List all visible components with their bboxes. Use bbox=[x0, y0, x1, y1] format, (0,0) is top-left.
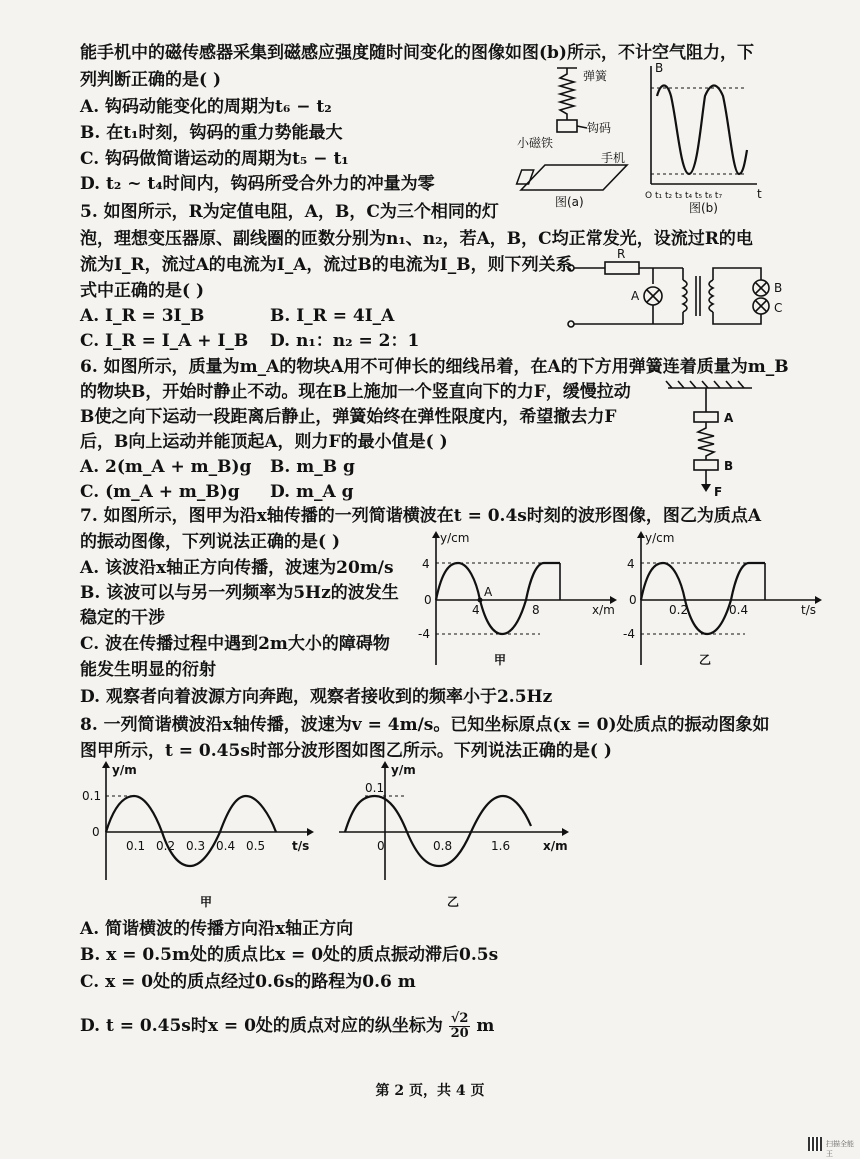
primary-coil-icon bbox=[683, 280, 687, 312]
q7-jia-caption: 甲 bbox=[494, 653, 507, 667]
q8-jia-tick-t4: 0.4 bbox=[216, 839, 236, 853]
force-label: F bbox=[714, 485, 723, 499]
q7-option-c-line1: C. 波在传播过程中遇到2m大小的障碍物 bbox=[80, 634, 390, 654]
q8-figure-yi bbox=[335, 760, 575, 920]
q4-stem-line1: 能手机中的磁传感器采集到磁感应强度随时间变化的图像如图(b)所示，不计空气阻力，下 bbox=[80, 43, 754, 63]
q6-stem-line1: 6. 如图所示，质量为m_A的物块A用不可伸长的细线吊着，在A的下方用弹簧连着质量为m_B bbox=[80, 357, 789, 377]
q7-jia-tick-x8: 8 bbox=[532, 603, 540, 617]
q7-stem-line1: 7. 如图所示，图甲为沿x轴传播的一列简谐横波在t = 0.4s时刻的波形图像，图乙为质点A bbox=[80, 506, 762, 526]
q8-jia-tick-p01: 0.1 bbox=[82, 789, 102, 803]
q7-yi-ylabel: y/cm bbox=[645, 531, 675, 545]
q4-option-d: D. t₂ ~ t₄时间内，钩码所受合外力的冲量为零 bbox=[80, 174, 435, 194]
hook-label: 钩码 bbox=[587, 121, 612, 135]
q7-yi-tick-p4: 4 bbox=[627, 557, 635, 571]
q6-option-a: A. 2(m_A + m_B)g bbox=[80, 457, 252, 477]
q7-figure-jia bbox=[410, 530, 620, 680]
q8-option-d bbox=[80, 1012, 494, 1041]
q7-jia-ylabel: y/cm bbox=[440, 531, 470, 545]
q8-yi-origin: 0 bbox=[377, 839, 385, 853]
q8-yi-ylabel: y/m bbox=[391, 763, 416, 777]
q7-jia-tick-x4: 4 bbox=[472, 603, 480, 617]
unit: m bbox=[476, 1016, 495, 1036]
q4-option-a: A. 钩码动能变化的周期为t₆ − t₂ bbox=[80, 97, 332, 117]
q5-stem-line2: 泡，理想变压器原、副线圈的匝数分别为n₁、n₂，若A，B，C均正常发光，设流过R的电 bbox=[80, 229, 753, 249]
block-b-icon bbox=[694, 460, 718, 470]
q8-jia-tick-t1: 0.1 bbox=[126, 839, 146, 853]
table-plane bbox=[521, 165, 627, 190]
lamp-b-label: B bbox=[774, 281, 783, 295]
q7-jia-wave bbox=[436, 563, 560, 634]
q8-figure-jia bbox=[80, 760, 320, 920]
q7-yi-caption: 乙 bbox=[699, 653, 712, 667]
q4-stem-line2: 列判断正确的是( ) bbox=[80, 70, 222, 90]
lamp-c-label: C bbox=[774, 301, 783, 315]
q4-figure-a bbox=[515, 62, 645, 212]
q8-jia-wave bbox=[106, 796, 276, 866]
q7-yi-wave bbox=[641, 563, 765, 634]
q8-jia-xlabel: t/s bbox=[292, 839, 310, 853]
q5-option-c: C. I_R = I_A + I_B bbox=[80, 331, 249, 351]
q8-jia-tick-t2: 0.2 bbox=[156, 839, 176, 853]
q8-option-d-text: D. t = 0.45s时x = 0处的质点对应的纵坐标为 bbox=[80, 1016, 443, 1036]
fraction bbox=[449, 1012, 471, 1041]
q7-yi-tick-04: 0.4 bbox=[729, 603, 749, 617]
spring-icon bbox=[698, 422, 714, 460]
q6-stem-line3: B使之向下运动一段距离后静止，弹簧始终在弹性限度内，希望撤去力F bbox=[80, 407, 617, 427]
q4-option-b: B. 在t₁时刻，钩码的重力势能最大 bbox=[80, 123, 343, 143]
q7-yi-xlabel: t/s bbox=[801, 603, 816, 617]
q5-stem-line4: 式中正确的是( ) bbox=[80, 281, 205, 301]
q5-circuit-figure bbox=[565, 247, 805, 345]
watermark: 扫描全能王 bbox=[826, 1140, 854, 1158]
q8-yi-caption: 乙 bbox=[447, 895, 460, 909]
q7-yi-tick-m4: -4 bbox=[623, 627, 635, 641]
magnet-label: 小磁铁 bbox=[517, 136, 554, 150]
q7-option-a: A. 该波沿x轴正方向传播，波速为20m/s bbox=[80, 558, 394, 578]
scanner-logo-icon bbox=[808, 1137, 822, 1151]
q8-stem-line1: 8. 一列简谐横波沿x轴传播，波速为v = 4m/s。已知坐标原点(x = 0)处质点的振动图象如 bbox=[80, 715, 770, 735]
figure-a-caption: 图(a) bbox=[555, 195, 584, 209]
hook-weight-icon bbox=[557, 120, 577, 132]
q5-option-d: D. n₁：n₂ = 2：1 bbox=[270, 331, 420, 351]
q8-yi-wave bbox=[345, 796, 531, 866]
resistor-icon bbox=[605, 262, 639, 274]
resistor-label: R bbox=[617, 247, 626, 261]
fraction-denominator: 20 bbox=[450, 1026, 469, 1041]
phone-label: 手机 bbox=[601, 151, 626, 165]
q7-option-b-line1: B. 该波可以与另一列频率为5Hz的波发生 bbox=[80, 583, 399, 603]
q6-block-figure bbox=[660, 378, 760, 503]
t-ticks: O t₁ t₂ t₃ t₄ t₅ t₆ t₇ bbox=[645, 191, 723, 201]
q4-figure-b bbox=[645, 61, 765, 215]
b-curve bbox=[657, 86, 747, 175]
q7-option-b-line2: 稳定的干涉 bbox=[80, 608, 165, 628]
fraction-numerator: √2 bbox=[450, 1011, 469, 1026]
q7-jia-point-a: A bbox=[484, 585, 493, 599]
q8-yi-tick-16: 1.6 bbox=[491, 839, 511, 853]
figure-b-caption: 图(b) bbox=[689, 201, 718, 215]
q6-option-d: D. m_A g bbox=[270, 482, 354, 502]
q7-jia-tick-p4: 4 bbox=[422, 557, 430, 571]
q7-jia-origin: 0 bbox=[424, 593, 432, 607]
q8-option-a: A. 简谐横波的传播方向沿x轴正方向 bbox=[80, 919, 354, 939]
q8-jia-ylabel: y/m bbox=[112, 763, 137, 777]
spring-icon bbox=[560, 68, 574, 120]
q8-jia-origin: 0 bbox=[92, 825, 100, 839]
arrow-down-icon bbox=[701, 484, 711, 492]
q7-option-c-line2: 能发生明显的衍射 bbox=[80, 660, 216, 680]
block-a-icon bbox=[694, 412, 718, 422]
q6-option-b: B. m_B g bbox=[270, 457, 355, 477]
q8-yi-tick-08: 0.8 bbox=[433, 839, 453, 853]
b-axis-label: B bbox=[655, 61, 664, 75]
lamp-a-label: A bbox=[631, 289, 640, 303]
t-axis-label: t bbox=[757, 187, 762, 201]
q6-option-c: C. (m_A + m_B)g bbox=[80, 482, 240, 502]
q8-jia-tick-t5: 0.5 bbox=[246, 839, 266, 853]
q6-stem-line4: 后，B向上运动并能顶起A，则力F的最小值是( ) bbox=[80, 432, 448, 452]
q7-option-d: D. 观察者向着波源方向奔跑，观察者接收到的频率小于2.5Hz bbox=[80, 687, 553, 707]
q5-stem-line3: 流为I_R，流过A的电流为I_A，流过B的电流为I_B，则下列关系 bbox=[80, 255, 573, 275]
q8-stem-line2: 图甲所示，t = 0.45s时部分波形图如图乙所示。下列说法正确的是( ) bbox=[80, 741, 612, 761]
q8-yi-tick-p01: 0.1 bbox=[365, 781, 385, 795]
q8-option-c: C. x = 0处的质点经过0.6s的路程为0.6 m bbox=[80, 972, 416, 992]
q7-yi-origin: 0 bbox=[629, 593, 637, 607]
q7-jia-tick-m4: -4 bbox=[418, 627, 430, 641]
block-b-label: B bbox=[724, 459, 734, 473]
q8-jia-tick-t3: 0.3 bbox=[186, 839, 206, 853]
block-a-label: A bbox=[724, 411, 734, 425]
q7-stem-line2: 的振动图像，下列说法正确的是( ) bbox=[80, 532, 341, 552]
q7-yi-tick-02: 0.2 bbox=[669, 603, 689, 617]
q5-option-a: A. I_R = 3I_B bbox=[80, 306, 205, 326]
q8-jia-caption: 甲 bbox=[200, 895, 213, 909]
spring-label: 弹簧 bbox=[583, 69, 608, 83]
q7-jia-xlabel: x/m bbox=[592, 603, 615, 617]
secondary-coil-icon bbox=[709, 280, 713, 312]
q7-figure-yi bbox=[615, 530, 825, 680]
phone-icon bbox=[517, 170, 534, 184]
q4-option-c: C. 钩码做简谐运动的周期为t₅ − t₁ bbox=[80, 149, 349, 169]
q8-option-b: B. x = 0.5m处的质点比x = 0处的质点振动滞后0.5s bbox=[80, 945, 499, 965]
q5-option-b: B. I_R = 4I_A bbox=[270, 306, 395, 326]
q8-yi-xlabel: x/m bbox=[543, 839, 568, 853]
q5-stem-line1: 5. 如图所示，R为定值电阻，A，B，C为三个相同的灯 bbox=[80, 202, 499, 222]
q6-stem-line2: 的物块B，开始时静止不动。现在B上施加一个竖直向下的力F，缓慢拉动 bbox=[80, 382, 631, 402]
page-footer: 第 2 页，共 4 页 bbox=[375, 1083, 485, 1099]
